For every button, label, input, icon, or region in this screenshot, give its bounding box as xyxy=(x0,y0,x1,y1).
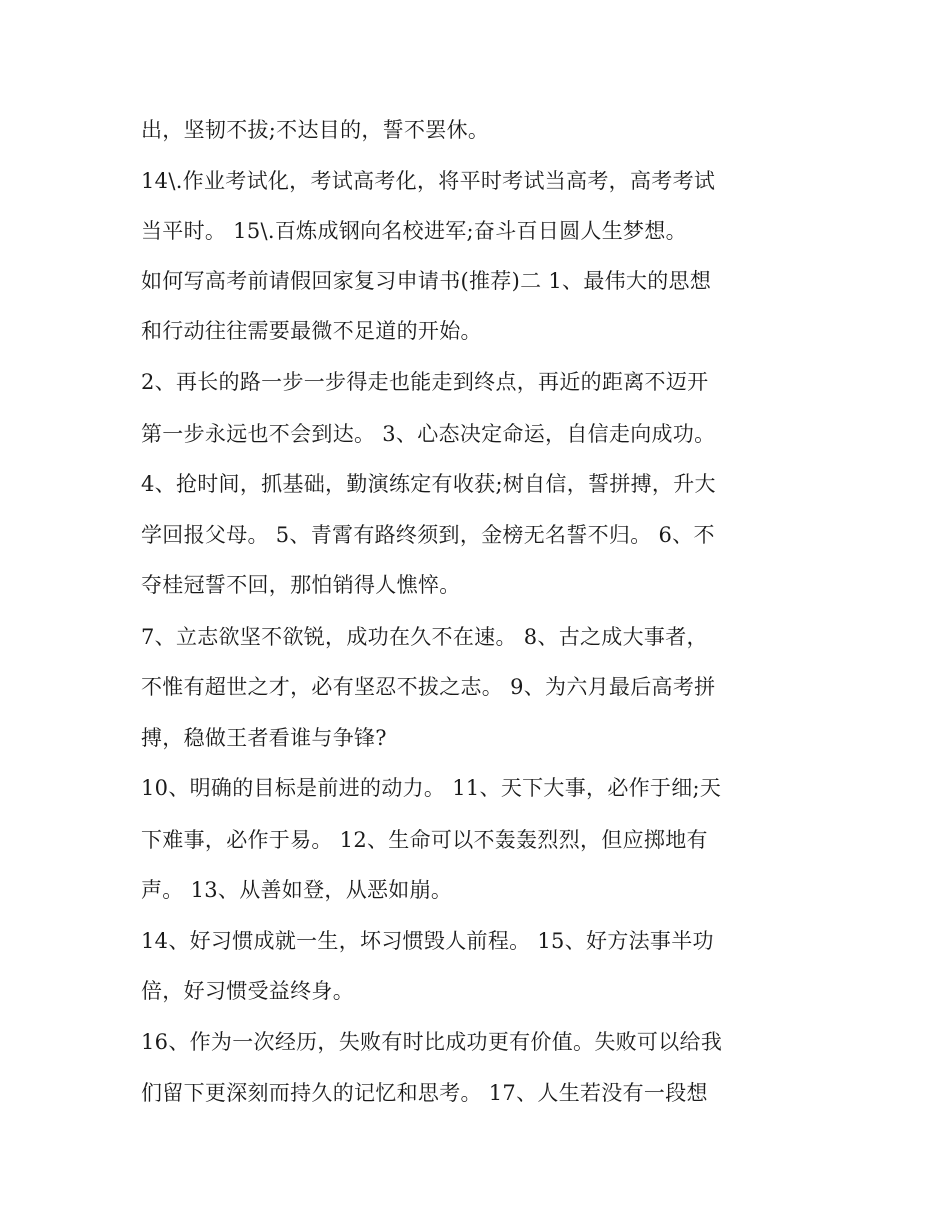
text-line: 和行动往往需要最微不足道的开始。 xyxy=(141,319,482,343)
text-line: 14、好习惯成就一生，坏习惯毁人前程。 15、好方法事半功 xyxy=(141,929,714,953)
text-line: 们留下更深刻而持久的记忆和思考。 17、人生若没有一段想 xyxy=(141,1081,708,1105)
text-line: 10、明确的目标是前进的动力。 11、天下大事，必作于细;天 xyxy=(141,776,722,800)
text-line: 14\.作业考试化，考试高考化，将平时考试当高考，高考考试 xyxy=(141,169,716,193)
text-line: 倍，好习惯受益终身。 xyxy=(141,979,354,1003)
text-line: 下难事，必作于易。 12、生命可以不轰轰烈烈，但应掷地有 xyxy=(141,828,708,852)
text-line: 搏，稳做王者看谁与争锋? xyxy=(141,726,387,750)
text-line: 声。 13、从善如登，从恶如崩。 xyxy=(141,878,453,902)
text-line: 夺桂冠誓不回，那怕销得人憔悴。 xyxy=(141,573,461,597)
text-line: 如何写高考前请假回家复习申请书(推荐)二 1、最伟大的思想 xyxy=(141,269,712,293)
text-line: 7、立志欲坚不欲锐，成功在久不在速。 8、古之成大事者， xyxy=(141,625,708,649)
text-line: 第一步永远也不会到达。 3、心态决定命运，自信走向成功。 xyxy=(141,422,716,446)
text-line: 16、作为一次经历，失败有时比成功更有价值。失败可以给我 xyxy=(141,1030,723,1054)
text-line: 当平时。 15\.百炼成钢向名校进军;奋斗百日圆人生梦想。 xyxy=(141,219,687,243)
text-line: 不惟有超世之才，必有坚忍不拔之志。 9、为六月最后高考拼 xyxy=(141,675,716,699)
text-line: 学回报父母。 5、青霄有路终须到，金榜无名誓不归。 6、不 xyxy=(141,523,715,547)
text-line: 2、再长的路一步一步得走也能走到终点，再近的距离不迈开 xyxy=(141,370,709,394)
text-line: 出，坚韧不拔;不达目的，誓不罢休。 xyxy=(141,118,490,142)
text-line: 4、抢时间，抓基础，勤演练定有收获;树自信，誓拼搏，升大 xyxy=(141,472,716,496)
